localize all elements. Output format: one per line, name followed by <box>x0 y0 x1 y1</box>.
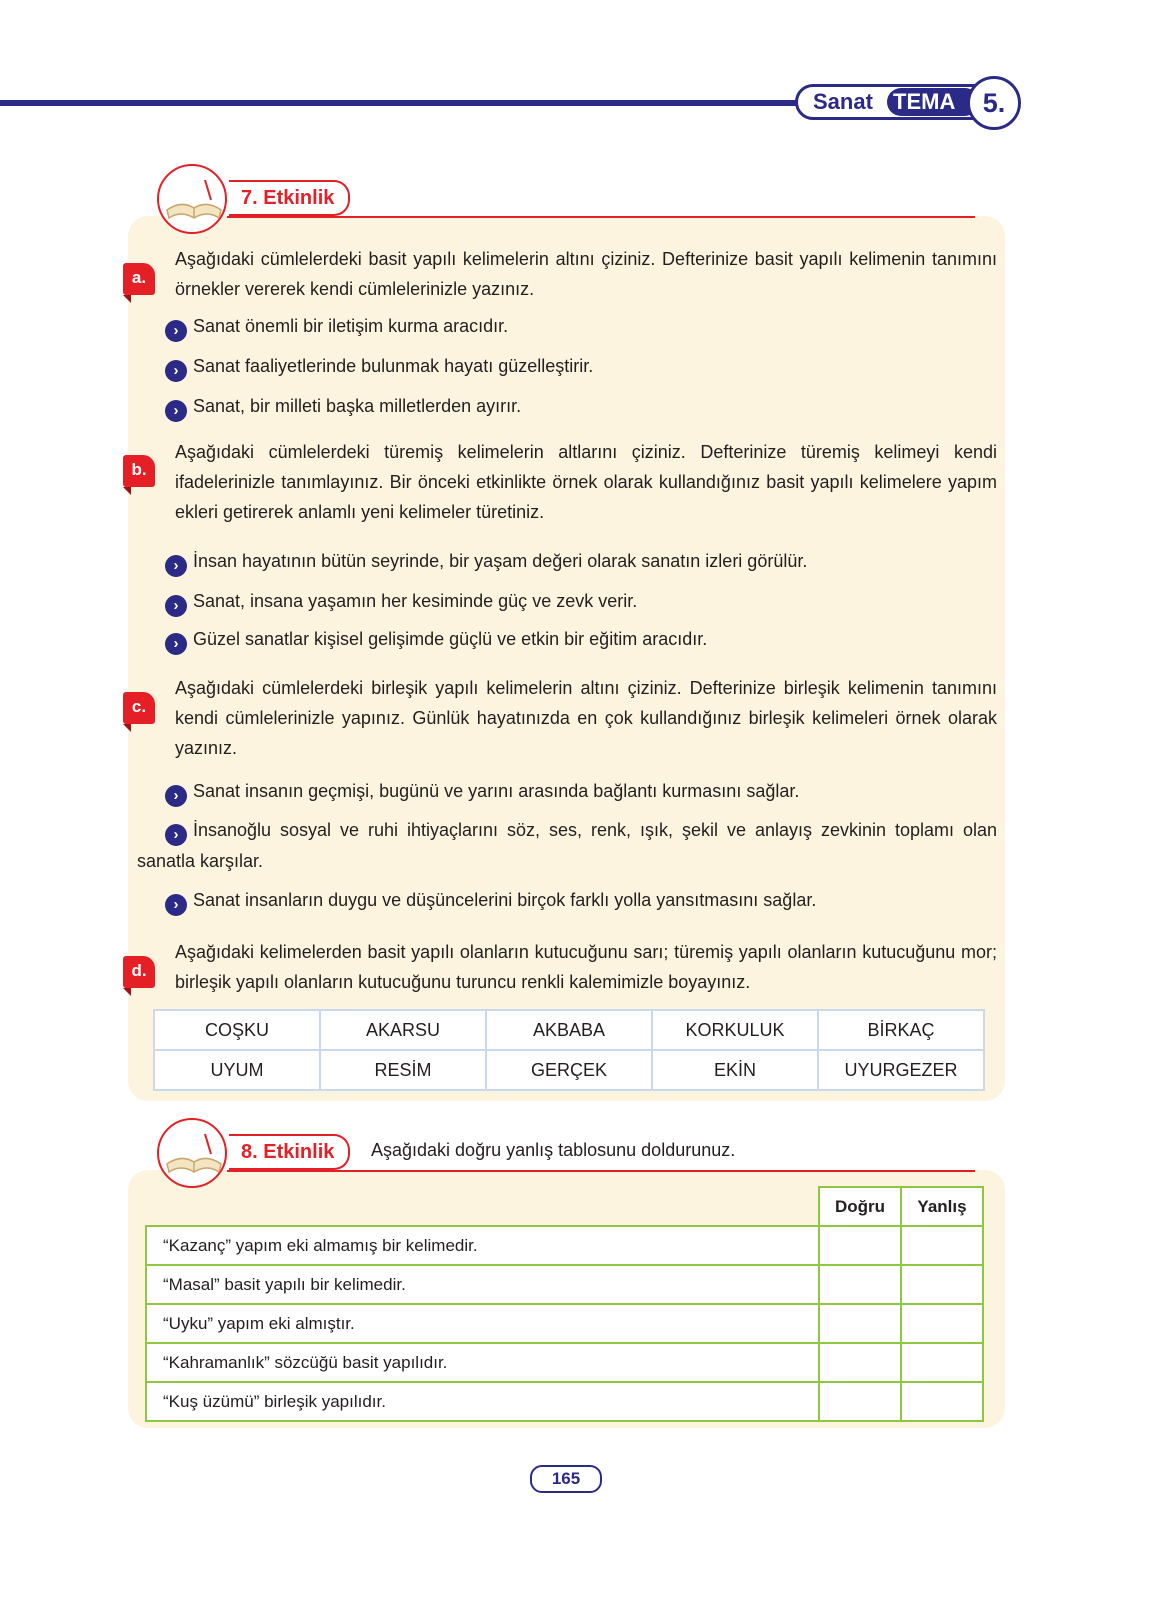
dogru-checkbox-cell[interactable] <box>819 1343 901 1382</box>
activity-8-title: 8. Etkinlik <box>229 1134 350 1170</box>
list-item: › Sanat, insana yaşamın her kesiminde güç ve zevk verir. <box>165 586 637 617</box>
statement-cell: “Masal” basit yapılı bir kelimedir. <box>146 1265 819 1304</box>
section-d-instruction: Aşağıdaki kelimelerden basit yapılı olanların kutucuğunu sarı; türemiş yapılı olanların kutucuğunu mor; birleşik yapılı olanların kutucuğunu turuncu renkli kalemimizle boyayınız. <box>175 942 997 992</box>
header-rule <box>0 100 800 106</box>
list-item: › Sanat insanın geçmişi, bugünü ve yarını arasında bağlantı kurmasını sağlar. <box>165 776 799 807</box>
dogru-checkbox-cell[interactable] <box>819 1226 901 1265</box>
table-row <box>146 1265 983 1304</box>
activity-8-rule <box>227 1170 975 1172</box>
word-cell[interactable]: KORKULUK <box>652 1010 818 1050</box>
theme-name: Sanat <box>813 89 873 114</box>
table-row <box>154 1010 984 1050</box>
statement-cell: “Kazanç” yapım eki almamış bir kelimedir. <box>146 1226 819 1265</box>
chevron-right-icon: › <box>165 320 187 342</box>
table-row <box>146 1343 983 1382</box>
dogru-checkbox-cell[interactable] <box>819 1382 901 1421</box>
activity-8-instruction: Aşağıdaki doğru yanlış tablosunu doldurunuz. <box>371 1140 736 1160</box>
page-number: 165 <box>530 1465 602 1493</box>
chevron-right-icon: › <box>165 595 187 617</box>
dogru-checkbox-cell[interactable] <box>819 1265 901 1304</box>
chevron-right-icon: › <box>165 633 187 655</box>
statement-cell: “Kuş üzümü” birleşik yapılıdır. <box>146 1382 819 1421</box>
table-row <box>146 1304 983 1343</box>
section-c-instruction: Aşağıdaki cümlelerdeki birleşik yapılı kelimelerin altını çiziniz. Defterinize birleşik kelimenin tanımını kendi cümlelerinizle yapınız. Günlük hayatınızda en çok kullandığınız birleşik kelimeleri örnek olarak yazınız. <box>175 678 997 758</box>
section-a-instruction: Aşağıdaki cümlelerdeki basit yapılı kelimelerin altını çiziniz. Defterinize basit yapılı kelimenin tanımını örnekler vererek kendi cümlelerinizle yazınız. <box>175 249 997 299</box>
word-cell[interactable]: RESİM <box>320 1050 486 1090</box>
dogru-checkbox-cell[interactable] <box>819 1304 901 1343</box>
list-item: › Güzel sanatlar kişisel gelişimde güçlü ve etkin bir eğitim aracıdır. <box>165 624 707 655</box>
section-b-instruction: Aşağıdaki cümlelerdeki türemiş kelimelerin altlarını çiziniz. Defterinize türemiş kelimeyi kendi ifadelerinizle tanımlayınız. Bir önceki etkinlikte örnek olarak kullandığınız basit yapılı kelimelere yapım ekleri getirerek anlamlı yeni kelimeler türetiniz. <box>175 442 997 522</box>
section-letter-d: d. <box>123 956 155 988</box>
list-item: › Sanat, bir milleti başka milletlerden ayırır. <box>165 391 521 422</box>
word-cell[interactable]: AKARSU <box>320 1010 486 1050</box>
true-false-table <box>145 1186 984 1422</box>
header-dogru: Doğru <box>819 1187 901 1226</box>
yanlis-checkbox-cell[interactable] <box>901 1343 983 1382</box>
chevron-right-icon: › <box>165 400 187 422</box>
table-header-row <box>146 1187 983 1226</box>
tema-label: TEMA <box>887 88 979 116</box>
open-book-icon <box>157 164 227 234</box>
list-item: › Sanat faaliyetlerinde bulunmak hayatı güzelleştirir. <box>165 351 593 382</box>
chevron-right-icon: › <box>165 894 187 916</box>
list-item: › Sanat önemli bir iletişim kurma aracıdır. <box>165 311 508 342</box>
list-item: › Sanat insanların duygu ve düşüncelerini birçok farklı yolla yansıtmasını sağlar. <box>165 885 816 916</box>
header-yanlis: Yanlış <box>901 1187 983 1226</box>
chevron-right-icon: › <box>165 555 187 577</box>
chevron-right-icon: › <box>165 785 187 807</box>
activity-7-rule <box>227 216 975 218</box>
word-cell[interactable]: AKBABA <box>486 1010 652 1050</box>
word-classification-table <box>153 1009 985 1091</box>
word-cell[interactable]: UYURGEZER <box>818 1050 984 1090</box>
table-row <box>146 1382 983 1421</box>
table-row <box>146 1226 983 1265</box>
yanlis-checkbox-cell[interactable] <box>901 1265 983 1304</box>
statement-cell: “Uyku” yapım eki almıştır. <box>146 1304 819 1343</box>
yanlis-checkbox-cell[interactable] <box>901 1382 983 1421</box>
chevron-right-icon: › <box>165 360 187 382</box>
word-cell[interactable]: GERÇEK <box>486 1050 652 1090</box>
yanlis-checkbox-cell[interactable] <box>901 1304 983 1343</box>
yanlis-checkbox-cell[interactable] <box>901 1226 983 1265</box>
word-cell[interactable]: EKİN <box>652 1050 818 1090</box>
activity-7-title: 7. Etkinlik <box>229 180 350 216</box>
header-spacer <box>146 1187 819 1226</box>
section-letter-a: a. <box>123 263 155 295</box>
activity-7-header <box>157 176 977 216</box>
table-row <box>154 1050 984 1090</box>
section-letter-b: b. <box>123 455 155 487</box>
chevron-right-icon: › <box>165 824 187 846</box>
list-item: › İnsan hayatının bütün seyrinde, bir yaşam değeri olarak sanatın izleri görülür. <box>165 546 807 577</box>
section-letter-c: c. <box>123 692 155 724</box>
word-cell[interactable]: UYUM <box>154 1050 320 1090</box>
statement-cell: “Kahramanlık” sözcüğü basit yapılıdır. <box>146 1343 819 1382</box>
word-cell[interactable]: BİRKAÇ <box>818 1010 984 1050</box>
word-cell[interactable]: COŞKU <box>154 1010 320 1050</box>
list-item: › İnsanoğlu sosyal ve ruhi ihtiyaçlarını söz, ses, renk, ışık, şekil ve anlayış zevkinin toplamı olan sanatla karşılar. <box>137 820 997 871</box>
theme-badge <box>795 78 1030 128</box>
open-book-icon <box>157 1118 227 1188</box>
tema-number: 5. <box>967 76 1021 130</box>
